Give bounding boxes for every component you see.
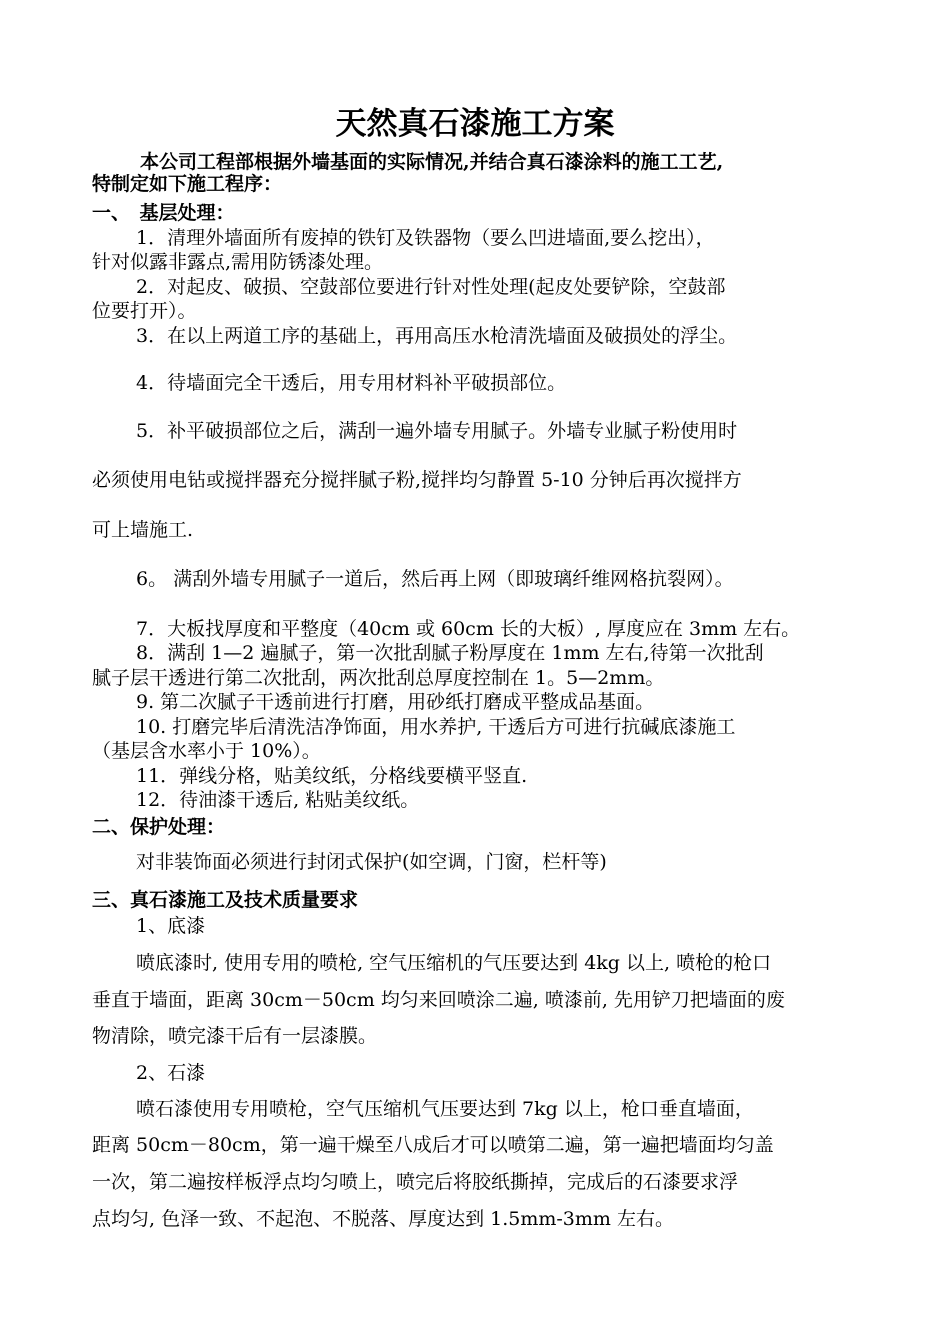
paragraph-line: 5．补平破损部位之后，满刮一遍外墙专用腻子。外墙专业腻子粉使用时 <box>136 420 738 442</box>
paragraph-line: （基层含水率小于 10%）。 <box>92 740 321 762</box>
paragraph-line: 喷石漆使用专用喷枪，空气压缩机气压要达到 7kg 以上，枪口垂直墙面， <box>136 1098 754 1120</box>
paragraph-line: 物清除，喷完漆干后有一层漆膜。 <box>92 1025 378 1047</box>
paragraph-line: 腻子层干透进行第二次批刮，两次批刮总厚度控制在 1。5—2mm。 <box>92 667 665 689</box>
paragraph-line: 位要打开）。 <box>92 300 197 322</box>
paragraph-line: 可上墙施工. <box>92 519 194 541</box>
section-heading: 三、真石漆施工及技术质量要求 <box>92 889 359 911</box>
paragraph-line: 8．满刮 1—2 遍腻子，第一次批刮腻子粉厚度在 1mm 左右,待第一次批刮 <box>136 642 764 664</box>
section-heading: 一、 基层处理： <box>92 202 235 224</box>
paragraph-line: 9. 第二次腻子干透前进行打磨，用砂纸打磨成平整成品基面。 <box>136 691 655 713</box>
paragraph-line: 1、底漆 <box>136 915 206 937</box>
paragraph-line: 必须使用电钻或搅拌器充分搅拌腻子粉,搅拌均匀静置 5-10 分钟后再次搅拌方 <box>92 469 742 491</box>
paragraph-line: 垂直于墙面，距离 30cm－50cm 均匀来回喷涂二遍, 喷漆前, 先用铲刀把墙面的废 <box>92 989 785 1011</box>
paragraph-line: 对非装饰面必须进行封闭式保护(如空调，门窗，栏杆等) <box>136 851 607 873</box>
paragraph-line: 一次，第二遍按样板浮点均匀喷上，喷完后将胶纸撕掉，完成后的石漆要求浮 <box>92 1171 739 1193</box>
paragraph-line: 喷底漆时, 使用专用的喷枪, 空气压缩机的气压要达到 4kg 以上, 喷枪的枪口 <box>136 952 772 974</box>
paragraph-line: 12．待油漆干透后, 粘贴美纹纸。 <box>136 789 420 811</box>
paragraph-line: 6。 满刮外墙专用腻子一道后，然后再上网（即玻璃纤维网格抗裂网）。 <box>136 568 734 590</box>
paragraph-line: 针对似露非露点,需用防锈漆处理。 <box>92 251 384 273</box>
paragraph-line: 10. 打磨完毕后清洗洁净饰面，用水养护, 干透后方可进行抗碱底漆施工 <box>136 716 736 738</box>
paragraph-line: 点均匀, 色泽一致、不起泡、不脱落、厚度达到 1.5mm-3mm 左右。 <box>92 1208 674 1230</box>
intro-line: 本公司工程部根据外墙基面的实际情况,并结合真石漆涂料的施工工艺, <box>140 151 724 173</box>
paragraph-line: 2．对起皮、破损、空鼓部位要进行针对性处理(起皮处要铲除，空鼓部 <box>136 276 726 298</box>
paragraph-line: 11．弹线分格，贴美纹纸，分格线要横平竖直. <box>136 765 528 787</box>
paragraph-line: 7．大板找厚度和平整度（40cm 或 60cm 长的大板）, 厚度应在 3mm 左右。 <box>136 618 801 640</box>
document-title: 天然真石漆施工方案 <box>335 106 615 142</box>
section-heading: 二、保护处理： <box>92 816 226 838</box>
paragraph-line: 3．在以上两道工序的基础上，再用高压水枪清洗墙面及破损处的浮尘。 <box>136 325 738 347</box>
paragraph-line: 2、石漆 <box>136 1062 206 1084</box>
paragraph-line: 1．清理外墙面所有废掉的铁钉及铁器物（要么凹进墙面,要么挖出）， <box>136 227 715 249</box>
paragraph-line: 距离 50cm－80cm，第一遍干燥至八成后才可以喷第二遍，第一遍把墙面均匀盖 <box>92 1134 774 1156</box>
intro-line: 特制定如下施工程序： <box>92 173 283 195</box>
paragraph-line: 4．待墙面完全干透后，用专用材料补平破损部位。 <box>136 372 567 394</box>
